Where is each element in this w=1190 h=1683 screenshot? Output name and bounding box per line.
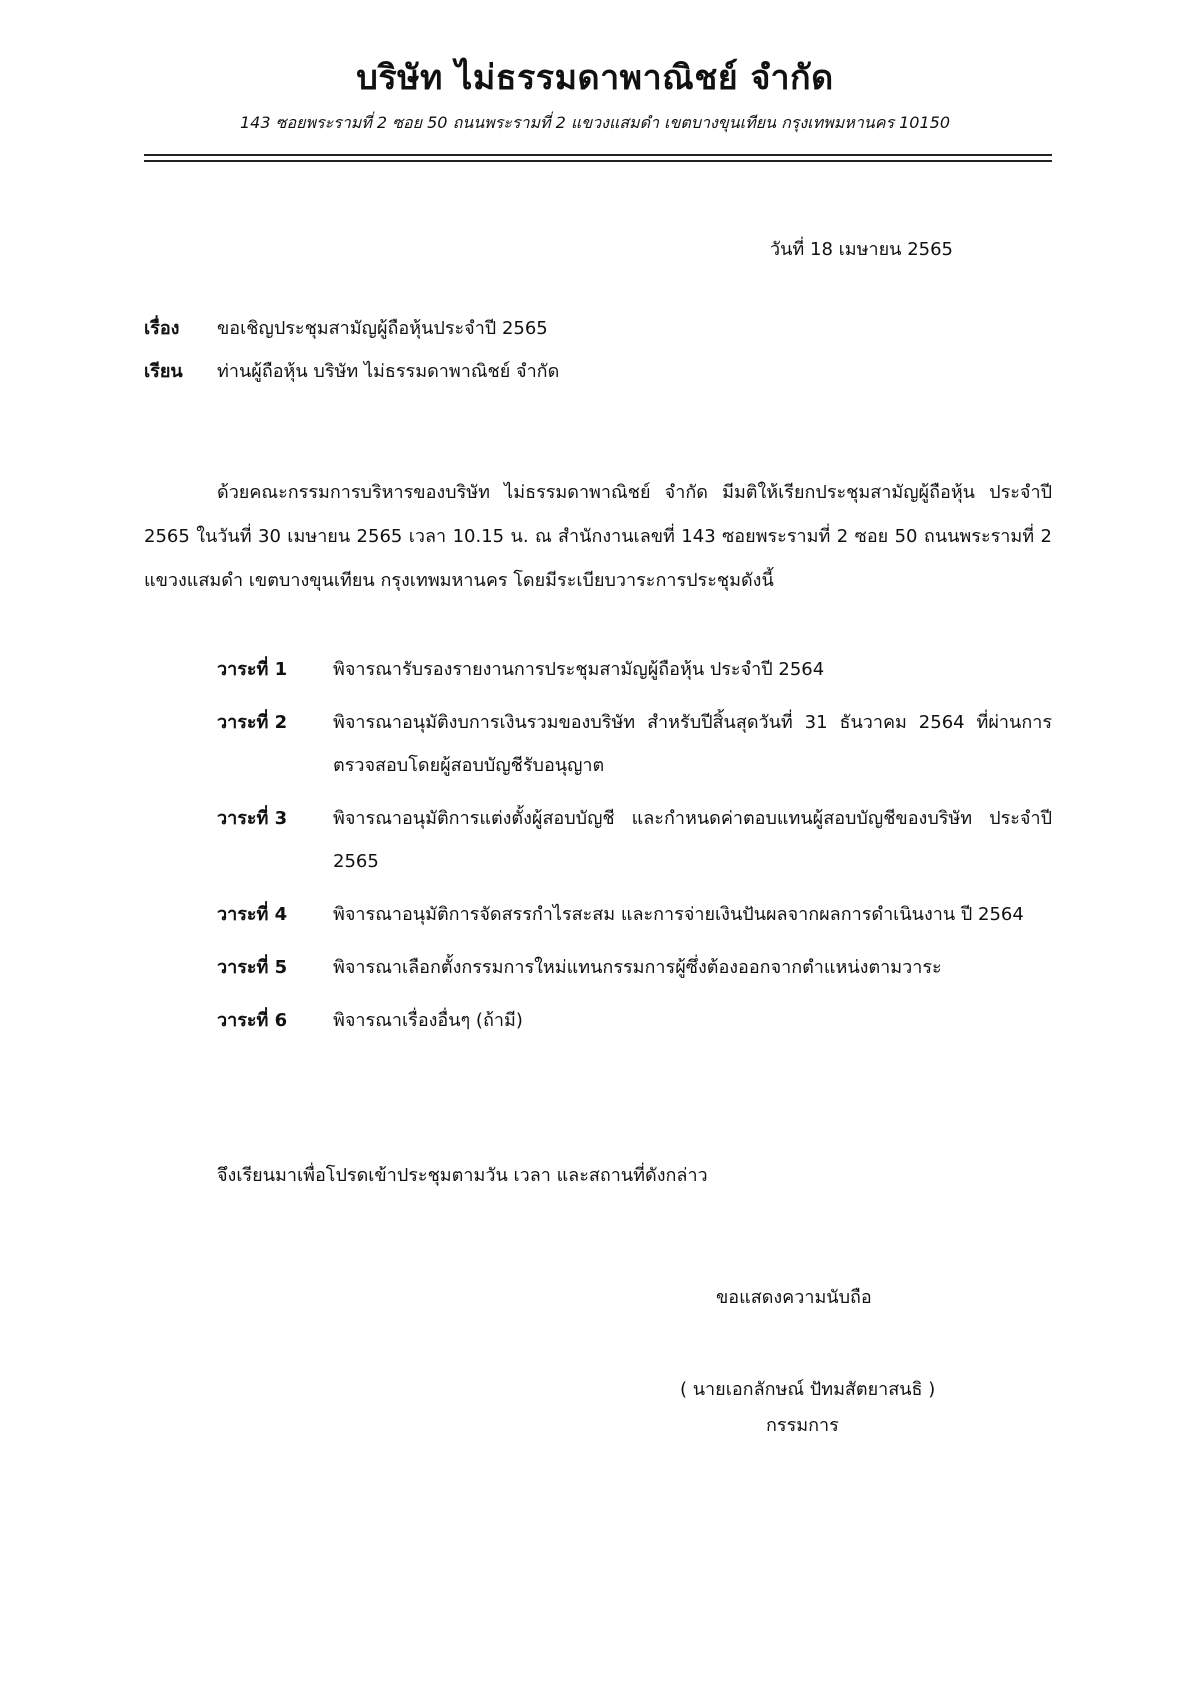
agenda-item xyxy=(217,893,1052,936)
agenda-label: วาระที่ 5 xyxy=(217,957,288,978)
agenda-text: พิจารณาอนุมัติการจัดสรรกำไรสะสม และการจ่ายเงินปันผลจากผลการดำเนินงาน ปี 2564 xyxy=(333,904,1024,925)
signer-title: กรรมการ xyxy=(766,1415,839,1436)
agenda-label: วาระที่ 1 xyxy=(217,659,288,680)
agenda-text: พิจารณาเรื่องอื่นๆ (ถ้ามี) xyxy=(333,1010,523,1031)
agenda-label: วาระที่ 6 xyxy=(217,1010,288,1031)
agenda-item xyxy=(217,701,1052,787)
letter-date: วันที่ 18 เมษายน 2565 xyxy=(770,239,953,260)
signer-name: ( นายเอกลักษณ์ ปัทมสัตยาสนธิ ) xyxy=(680,1379,936,1400)
agenda-text: พิจารณาอนุมัติงบการเงินรวมของบริษัท สำหรับปีสิ้นสุดวันที่ 31 ธันวาคม 2564 ที่ผ่านการตรวจสอบโดยผู้สอบบัญชีรับอนุญาต xyxy=(333,712,1052,776)
body-paragraph: ด้วยคณะกรรมการบริหารของบริษัท ไม่ธรรมดาพาณิชย์ จำกัด มีมติให้เรียกประชุมสามัญผู้ถือหุ้น ประจำปี 2565 ในวันที่ 30 เมษายน 2565 เวลา 10.15 น. ณ สำนักงานเลขที่ 143 ซอยพระรามที่ 2 ซอย 50 ถนนพระรามที่ 2 แขวงแสมดำ เขตบางขุนเทียน กรุงเทพมหานคร โดยมีระเบียบวาระการประชุมดังนี้ xyxy=(144,482,1052,591)
company-name: บริษัท ไม่ธรรมดาพาณิชย์ จำกัด xyxy=(356,58,834,98)
subject-label: เรื่อง xyxy=(144,318,180,339)
agenda-item xyxy=(217,797,1052,883)
agenda-list xyxy=(217,648,1052,1052)
agenda-label: วาระที่ 3 xyxy=(217,808,288,829)
recipient-text: ท่านผู้ถือหุ้น บริษัท ไม่ธรรมดาพาณิชย์ จำกัด xyxy=(217,361,560,382)
agenda-item xyxy=(217,999,1052,1042)
agenda-label: วาระที่ 2 xyxy=(217,712,288,733)
regards-line: ขอแสดงความนับถือ xyxy=(716,1287,872,1308)
header-divider-bottom xyxy=(144,160,1052,162)
agenda-item xyxy=(217,648,1052,691)
recipient-label: เรียน xyxy=(144,361,183,382)
company-address: 143 ซอยพระรามที่ 2 ซอย 50 ถนนพระรามที่ 2 แขวงแสมดำ เขตบางขุนเทียน กรุงเทพมหานคร 10150 xyxy=(239,113,951,132)
agenda-label: วาระที่ 4 xyxy=(217,904,288,925)
agenda-text: พิจารณาอนุมัติการแต่งตั้งผู้สอบบัญชี และกำหนดค่าตอบแทนผู้สอบบัญชีของบริษัท ประจำปี 2565 xyxy=(333,808,1052,872)
agenda-text: พิจารณาเลือกตั้งกรรมการใหม่แทนกรรมการผู้ซึ่งต้องออกจากตำแหน่งตามวาระ xyxy=(333,957,942,978)
recipient-row xyxy=(144,359,559,385)
agenda-item xyxy=(217,946,1052,989)
subject-row xyxy=(144,316,548,342)
subject-text: ขอเชิญประชุมสามัญผู้ถือหุ้นประจำปี 2565 xyxy=(217,318,548,339)
closing-line: จึงเรียนมาเพื่อโปรดเข้าประชุมตามวัน เวลา และสถานที่ดังกล่าว xyxy=(217,1165,708,1186)
header-divider-top xyxy=(144,154,1052,156)
agenda-text: พิจารณารับรองรายงานการประชุมสามัญผู้ถือหุ้น ประจำปี 2564 xyxy=(333,659,825,680)
